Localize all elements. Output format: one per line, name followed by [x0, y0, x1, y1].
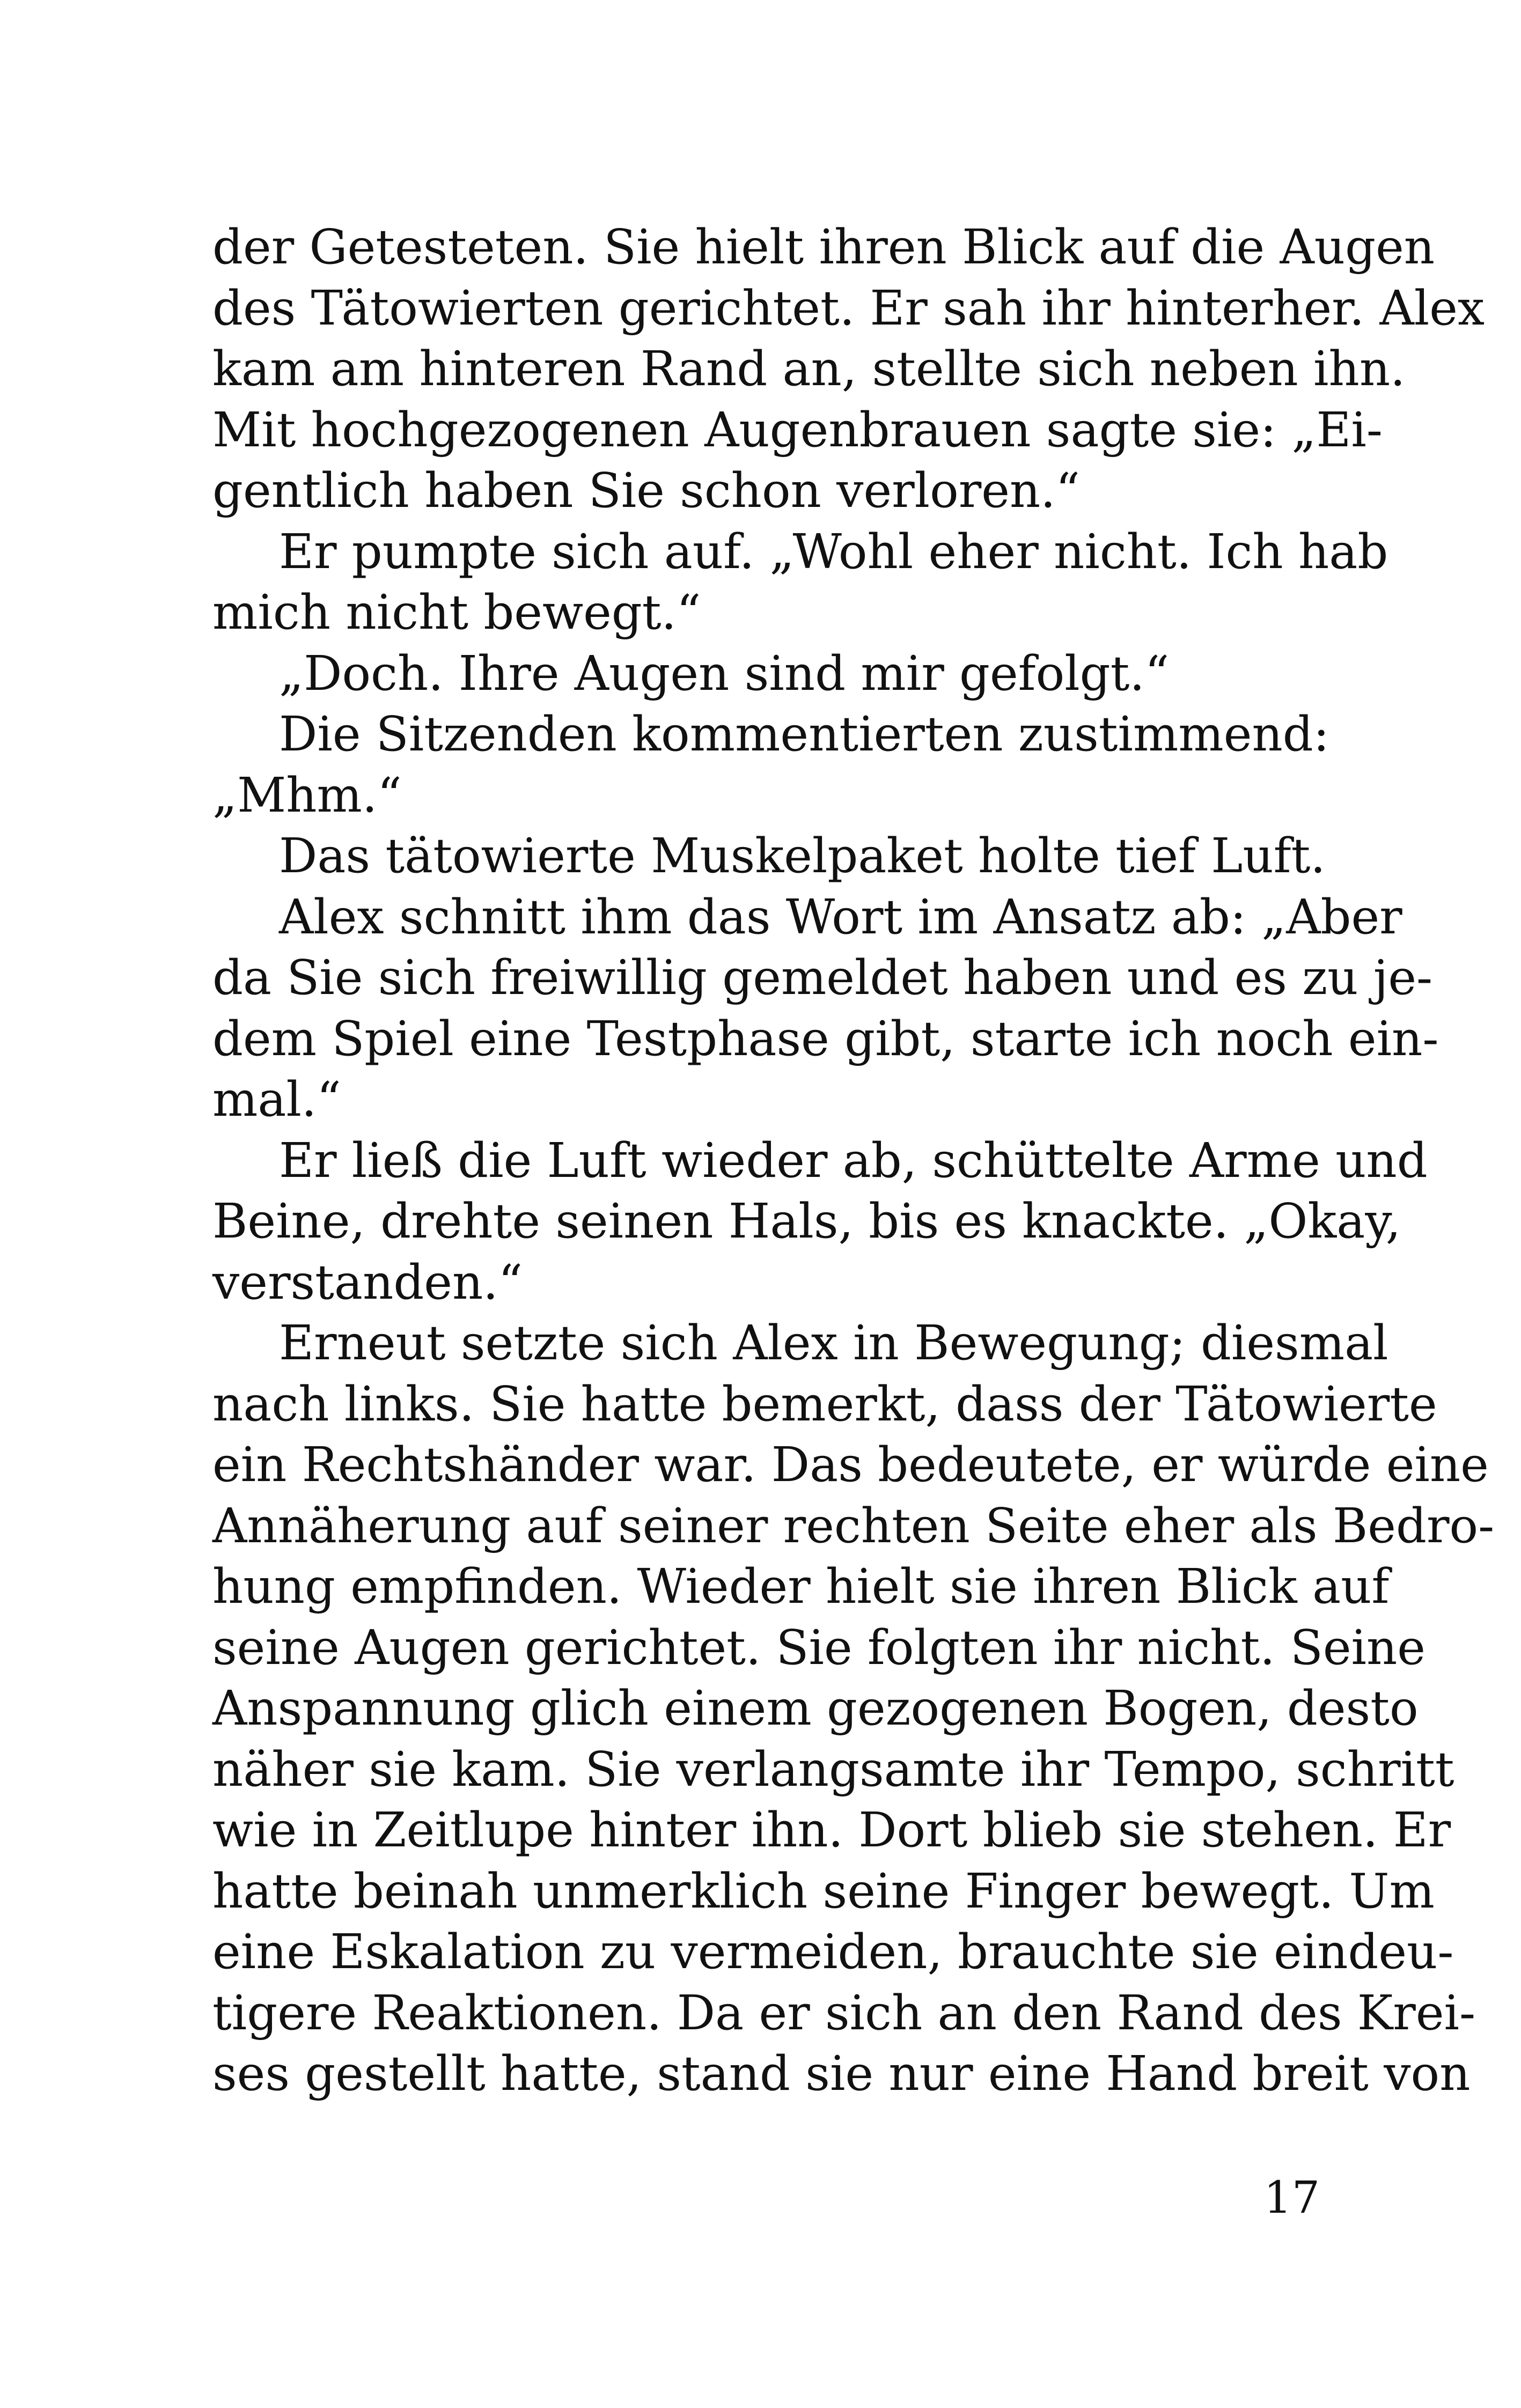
text-line: Er ließ die Luft wieder ab, schüttelte Arme und — [279, 1132, 1428, 1188]
text-line: nach links. Sie hatte bemerkt, dass der Tätowierte — [212, 1375, 1437, 1432]
text-line: kam am hinteren Rand an, stellte sich neben ihn. — [212, 341, 1406, 396]
text-line: Erneut setzte sich Alex in Bewegung; diesmal — [279, 1315, 1388, 1371]
text-line: Alex schnitt ihm das Wort im Ansatz ab: „Aber — [279, 888, 1402, 945]
text-line: Mit hochgezogenen Augenbrauen sagte sie: „Ei- — [212, 401, 1383, 458]
text-line: tigere Reaktionen. Da er sich an den Rand des Krei- — [212, 1984, 1476, 2041]
text-line: hung empfinden. Wieder hielt sie ihren Blick auf — [212, 1558, 1390, 1614]
text-line: „Doch. Ihre Augen sind mir gefolgt.“ — [279, 645, 1170, 701]
text-line: der Getesteten. Sie hielt ihren Blick auf die Augen — [212, 219, 1435, 275]
text-line: gentlich haben Sie schon verloren.“ — [212, 462, 1081, 518]
text-line: näher sie kam. Sie verlangsamte ihr Tempo, schritt — [212, 1741, 1454, 1797]
text-line: Die Sitzenden kommentierten zustimmend: — [279, 706, 1329, 762]
text-line: hatte beinah unmerklich seine Finger bewegt. Um — [212, 1862, 1435, 1919]
text-line: seine Augen gerichtet. Sie folgten ihr nicht. Seine — [212, 1619, 1426, 1675]
body-text — [212, 217, 1495, 2104]
text-line: Er pumpte sich auf. „Wohl eher nicht. Ich hab — [279, 523, 1388, 579]
text-line: Annäherung auf seiner rechten Seite eher als Bedro- — [212, 1497, 1495, 1553]
text-line: „Mhm.“ — [212, 767, 402, 823]
text-line: Anspannung glich einem gezogenen Bogen, desto — [212, 1680, 1419, 1736]
text-line: eine Eskalation zu vermeiden, brauchte sie eindeu- — [212, 1924, 1454, 1979]
text-line: Das tätowierte Muskelpaket holte tief Luft. — [279, 828, 1326, 883]
text-line: da Sie sich freiwillig gemeldet haben und es zu je- — [212, 949, 1433, 1005]
text-line: des Tätowierten gerichtet. Er sah ihr hinterher. Alex — [212, 279, 1485, 336]
text-line: ses gestellt hatte, stand sie nur eine Hand breit von — [212, 2045, 1471, 2101]
page-number: 17 — [1263, 2173, 1320, 2223]
text-line: Beine, drehte seinen Hals, bis es knackte. „Okay, — [212, 1193, 1401, 1249]
text-line: mal.“ — [212, 1071, 341, 1127]
text-line: dem Spiel eine Testphase gibt, starte ich noch ein- — [212, 1010, 1439, 1066]
text-line: wie in Zeitlupe hinter ihn. Dort blieb sie stehen. Er — [212, 1802, 1451, 1858]
text-line: mich nicht bewegt.“ — [212, 584, 701, 640]
text-line: ein Rechtshänder war. Das bedeutete, er würde eine — [212, 1437, 1489, 1492]
text-line: verstanden.“ — [212, 1254, 523, 1310]
